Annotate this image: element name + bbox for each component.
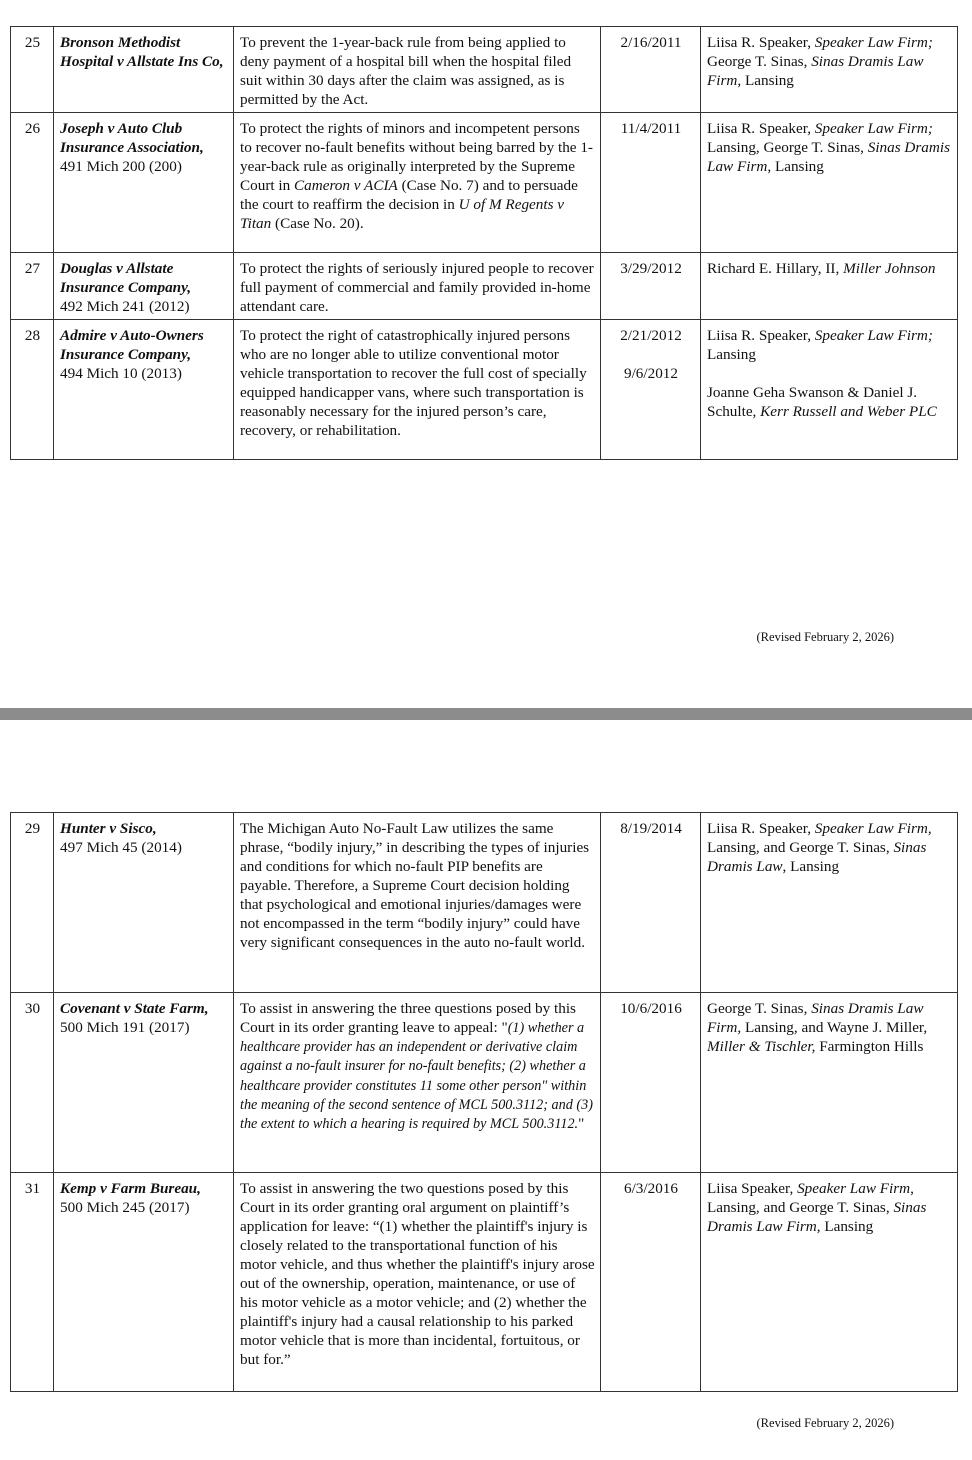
counsel-firm: Sinas Dramis Law Firm	[707, 139, 950, 175]
row-number: 25	[11, 27, 54, 113]
filing-date: 11/4/2011	[601, 113, 701, 253]
counsel-text: Farmington Hills	[815, 1038, 924, 1055]
quoted-questions: (1) whether a healthcare provider has an independent or derivative claim against a no-fault insurer for no-fault benefits; (2) whether a healthcare provider constitutes 11 some other person" within the meaning of the second sentence of MCL 500.3112; and (3) the extent to which a hearing is required by MCL 500.3112.	[240, 1020, 593, 1133]
counsel-firm: Speaker Law Firm;	[814, 34, 933, 51]
purpose-text: (Case No. 20).	[271, 215, 364, 232]
counsel-text: Liisa R. Speaker,	[707, 820, 815, 837]
revision-footer: (Revised February 2, 2026)	[756, 630, 894, 644]
counsel-text: Liisa R. Speaker,	[707, 120, 815, 137]
filing-date: 2/21/2012	[620, 327, 682, 344]
case-name: Joseph v Auto Club Insurance Association,	[60, 120, 204, 156]
case-cell	[54, 813, 234, 993]
filing-date: 10/6/2016	[601, 993, 701, 1173]
counsel-firm: Speaker Law Firm,	[814, 820, 932, 837]
case-name: Covenant v State Farm,	[60, 1000, 209, 1017]
counsel-firm: Miller & Tischler,	[707, 1038, 816, 1055]
case-cell	[54, 113, 234, 253]
purpose-cell: The Michigan Auto No-Fault Law utilizes the same phrase, “bodily injury,” in describing the types of injuries and conditions for which no-fault PIP benefits are payable. Therefore, a Supreme Court decision holding that psychological and emotional injuries/damages were not encompassed in the term “bodily injury” could have very significant consequences in the auto no-fault world.	[234, 813, 601, 993]
purpose-text: (Case No. 7) and to persuade the court to reaffirm the decision in	[240, 177, 578, 213]
table-row	[11, 113, 958, 253]
case-citation: 494 Mich 10 (2013)	[60, 365, 182, 382]
case-name: Douglas v Allstate Insurance Company,	[60, 260, 192, 296]
counsel-text: , Lansing	[737, 72, 794, 89]
purpose-cell	[234, 113, 601, 253]
purpose-text: "	[578, 1115, 585, 1133]
counsel-firm: Kerr Russell and Weber PLC	[760, 403, 937, 420]
counsel-cell	[701, 813, 958, 993]
case-citation: 492 Mich 241 (2012)	[60, 298, 190, 315]
filing-dates	[601, 320, 701, 460]
counsel-text: George T. Sinas,	[707, 1000, 812, 1017]
case-cell	[54, 1173, 234, 1392]
purpose-cell: To protect the rights of seriously injured people to recover full payment of commercial and family provided in-home attendant care.	[234, 253, 601, 320]
page-2	[0, 720, 972, 1460]
purpose-text: To protect the rights of minors and incompetent persons to recover no-fault benefits without being barred by the 1-year-back rule as originally interpreted by the Supreme Court in	[240, 120, 593, 194]
counsel-text: Lansing	[707, 346, 756, 363]
counsel-cell	[701, 253, 958, 320]
counsel-text: Richard E. Hillary, II,	[707, 260, 844, 277]
table-row	[11, 993, 958, 1173]
case-citation: 500 Mich 245 (2017)	[60, 1199, 190, 1216]
table-row	[11, 253, 958, 320]
row-number: 28	[11, 320, 54, 460]
purpose-text: To assist in answering the three questions posed by this Court in its order granting leave to appeal: "	[240, 1000, 576, 1036]
table-row	[11, 27, 958, 113]
page-separator	[0, 708, 972, 720]
counsel-firm: Sinas Dramis Law	[707, 839, 927, 875]
table-row	[11, 813, 958, 993]
counsel-firm: Miller Johnson	[843, 260, 936, 277]
counsel-text: , Lansing	[782, 858, 840, 875]
counsel-firm: Sinas Dramis Law Firm,	[707, 1199, 927, 1235]
row-number: 27	[11, 253, 54, 320]
counsel-firm: Speaker Law Firm,	[797, 1180, 914, 1197]
case-reference: U of M Regents v Titan	[240, 196, 565, 232]
counsel-cell	[701, 1173, 958, 1392]
counsel-text: Liisa R. Speaker,	[707, 327, 815, 344]
counsel-cell	[701, 27, 958, 113]
case-citation: 500 Mich 191 (2017)	[60, 1019, 190, 1036]
counsel-firm: Sinas Dramis Law Firm,	[707, 1000, 924, 1036]
counsel-text: Liisa Speaker,	[707, 1180, 798, 1197]
case-cell	[54, 253, 234, 320]
counsel-firm: Speaker Law Firm;	[814, 120, 933, 137]
table-row	[11, 320, 958, 460]
case-name: Admire v Auto-Owners Insurance Company,	[60, 327, 204, 363]
counsel-text: Lansing	[820, 1218, 874, 1235]
row-number: 29	[11, 813, 54, 993]
counsel-cell	[701, 320, 958, 460]
counsel-text: Lansing, and George T. Sinas,	[707, 1199, 894, 1216]
counsel-firm: Speaker Law Firm;	[814, 327, 933, 344]
counsel-cell	[701, 113, 958, 253]
page-1	[0, 0, 972, 708]
case-cell	[54, 27, 234, 113]
case-citation: 497 Mich 45 (2014)	[60, 839, 182, 856]
counsel-cell	[701, 993, 958, 1173]
case-name: Bronson Methodist Hospital v Allstate Ins Co,	[60, 34, 224, 70]
row-number: 30	[11, 993, 54, 1173]
case-name: Kemp v Farm Bureau,	[60, 1180, 201, 1197]
purpose-cell: To assist in answering the two questions posed by this Court in its order granting oral argument on plaintiff’s application for leave: “(1) whether the plaintiff's injury is closely related to the transportational function of his motor vehicle, and thus whether the plaintiff's injury arose out of the ownership, operation, maintenance, or use of his motor vehicle as a motor vehicle; and (2) whether the plaintiff's injury had a causal relationship to his parked motor vehicle that is more than incidental, fortuitous, or but for.”	[234, 1173, 601, 1392]
purpose-cell: To prevent the 1-year-back rule from being applied to deny payment of a hospital bill when the hospital filed suit within 30 days after the claim was assigned, as is permitted by the Act.	[234, 27, 601, 113]
counsel-firm: Sinas Dramis Law Firm	[707, 53, 924, 89]
counsel-text: Lansing, George T. Sinas,	[707, 139, 868, 156]
filing-date: 2/16/2011	[601, 27, 701, 113]
filing-date: 6/3/2016	[601, 1173, 701, 1392]
row-number: 31	[11, 1173, 54, 1392]
filing-date: 8/19/2014	[601, 813, 701, 993]
amicus-table-page-1	[10, 26, 958, 460]
table-row	[11, 1173, 958, 1392]
counsel-text: , Lansing	[767, 158, 824, 175]
amicus-table-page-2	[10, 812, 958, 1392]
case-name: Hunter v Sisco,	[60, 820, 157, 837]
case-citation: 491 Mich 200 (200)	[60, 158, 182, 175]
filing-date: 3/29/2012	[601, 253, 701, 320]
case-reference: Cameron v ACIA	[294, 177, 398, 194]
counsel-text: George T. Sinas,	[707, 53, 812, 70]
filing-date-second: 9/6/2012	[623, 365, 678, 382]
purpose-cell: To protect the right of catastrophically injured persons who are no longer able to utilize conventional motor vehicle transportation to recover the full cost of specially equipped handicapper vans, where such transportation is reasonably necessary for the injured person’s care, recovery, or rehabilitation.	[234, 320, 601, 460]
case-cell	[54, 320, 234, 460]
counsel-text: Lansing, and George T. Sinas,	[707, 839, 894, 856]
row-number: 26	[11, 113, 54, 253]
counsel-text: Joanne Geha Swanson & Daniel J. Schulte,	[707, 384, 918, 420]
counsel-text: Lansing, and Wayne J. Miller,	[741, 1019, 928, 1036]
purpose-cell	[234, 993, 601, 1173]
counsel-text: Liisa R. Speaker,	[707, 34, 815, 51]
revision-footer: (Revised February 2, 2026)	[756, 1416, 894, 1430]
case-cell	[54, 993, 234, 1173]
